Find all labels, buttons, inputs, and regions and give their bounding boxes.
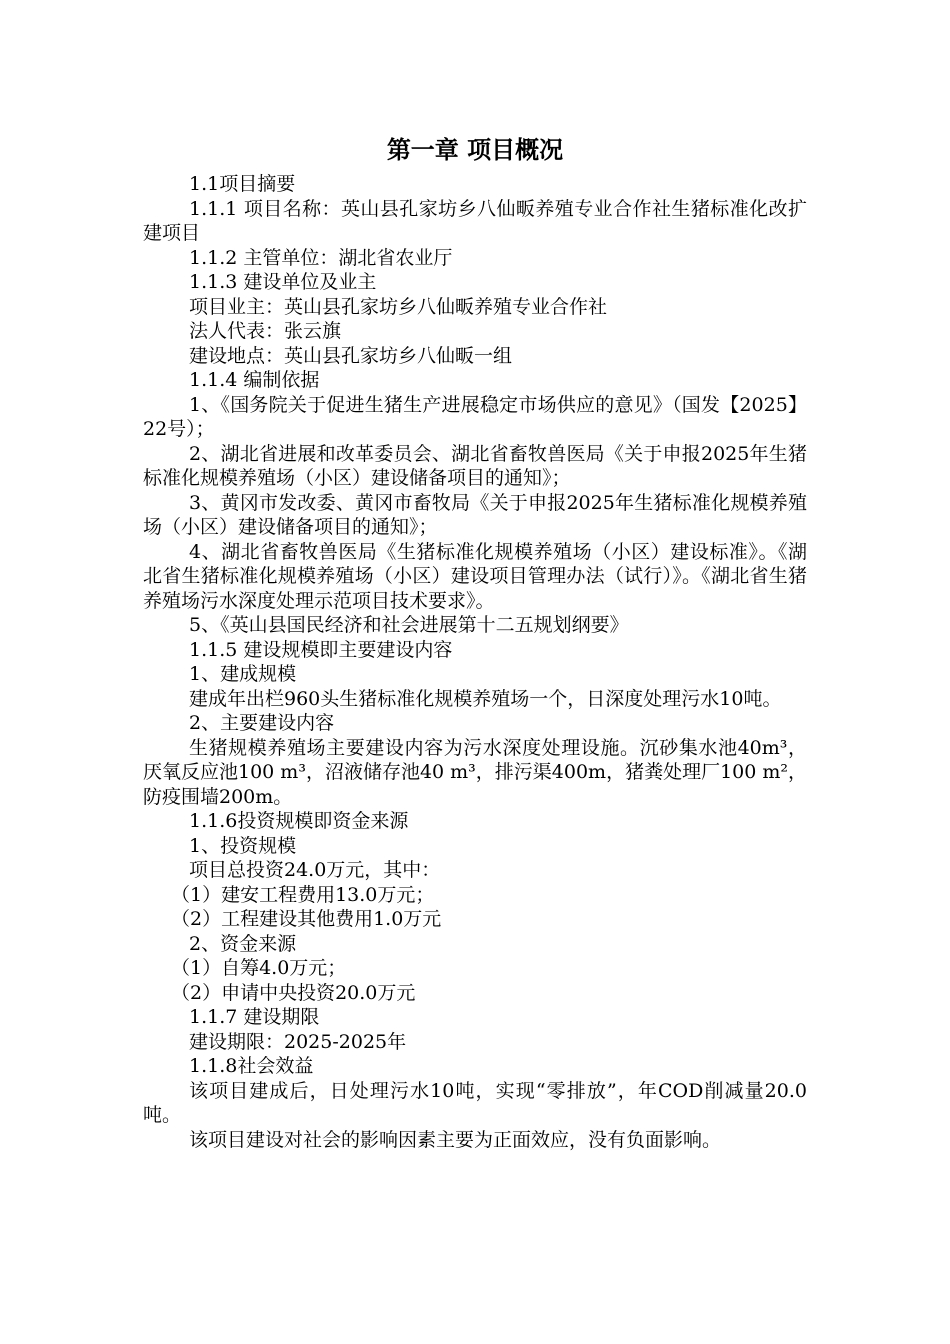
list-item: （1）建安工程费用13.0万元； (171, 883, 435, 906)
basis-item: 4、湖北省畜牧兽医局《生猪标准化规模养殖场（小区）建设标准》。《湖北省生猪标准化规模养殖场（小区）建设项目管理办法（试行）》。《湖北省生猪养殖场污水深度处理示范项目技术要求》。 (143, 540, 807, 612)
list-heading: 2、主要建设内容 (189, 712, 335, 734)
subsection-heading: 1.1.5 建设规模即主要建设内容 (189, 638, 453, 661)
document-body (143, 172, 807, 1152)
basis-item: 2、湖北省进展和改革委员会、湖北省畜牧兽医局《关于申报2025年生猪标准化规模养殖场（小区）建设储备项目的通知》； (143, 442, 807, 489)
supervising-unit: 1.1.2 主管单位：湖北省农业厅 (189, 246, 453, 269)
list-item: （2）申请中央投资20.0万元 (171, 981, 416, 1004)
subsection-heading: 1.1.4 编制依据 (189, 369, 320, 391)
list-heading: 2、资金来源 (189, 932, 297, 955)
basis-item: 5、《英山县国民经济和社会进展第十二五规划纲要》 (189, 614, 629, 636)
section-heading: 1.1项目摘要 (189, 173, 296, 195)
paragraph: 建成年出栏960头生猪标准化规模养殖场一个，日深度处理污水10吨。 (189, 687, 782, 710)
list-heading: 1、投资规模 (189, 834, 297, 857)
list-item: （1）自筹4.0万元； (171, 957, 347, 979)
list-heading: 1、建成规模 (189, 663, 297, 685)
construction-site: 建设地点：英山县孔家坊乡八仙畈一组 (189, 344, 513, 367)
legal-representative: 法人代表：张云旗 (189, 320, 342, 342)
project-owner: 项目业主：英山县孔家坊乡八仙畈养殖专业合作社 (189, 295, 608, 318)
subsection-heading: 1.1.8社会效益 (189, 1055, 314, 1077)
paragraph: 生猪规模养殖场主要建设内容为污水深度处理设施。沉砂集水池40m³，厌氧反应池100 m³，沼液储存池40 m³，排污渠400m，猪粪处理厂100 m²，防疫围墙200m。 (143, 736, 808, 808)
subsection-heading: 1.1.3 建设单位及业主 (189, 271, 377, 293)
paragraph: 项目总投资24.0万元，其中： (189, 859, 441, 881)
paragraph: 该项目建成后，日处理污水10吨，实现“零排放”，年COD削减量20.0吨。 (143, 1079, 807, 1126)
subsection-heading: 1.1.6投资规模即资金来源 (189, 810, 409, 832)
basis-item: 3、黄冈市发改委、黄冈市畜牧局《关于申报2025年生猪标准化规模养殖场（小区）建设储备项目的通知》； (143, 491, 807, 538)
paragraph: 建设期限：2025-2025年 (189, 1030, 407, 1053)
subsection-heading: 1.1.7 建设期限 (189, 1006, 320, 1028)
chapter-title: 第一章 项目概况 (386, 135, 564, 164)
project-name: 1.1.1 项目名称：英山县孔家坊乡八仙畈养殖专业合作社生猪标准化改扩建项目 (143, 197, 807, 244)
paragraph: 该项目建设对社会的影响因素主要为正面效应，没有负面影响。 (189, 1128, 722, 1151)
basis-item: 1、《国务院关于促进生猪生产进展稳定市场供应的意见》（国发【2025】22号）； (143, 393, 807, 440)
list-item: （2）工程建设其他费用1.0万元 (171, 908, 442, 930)
